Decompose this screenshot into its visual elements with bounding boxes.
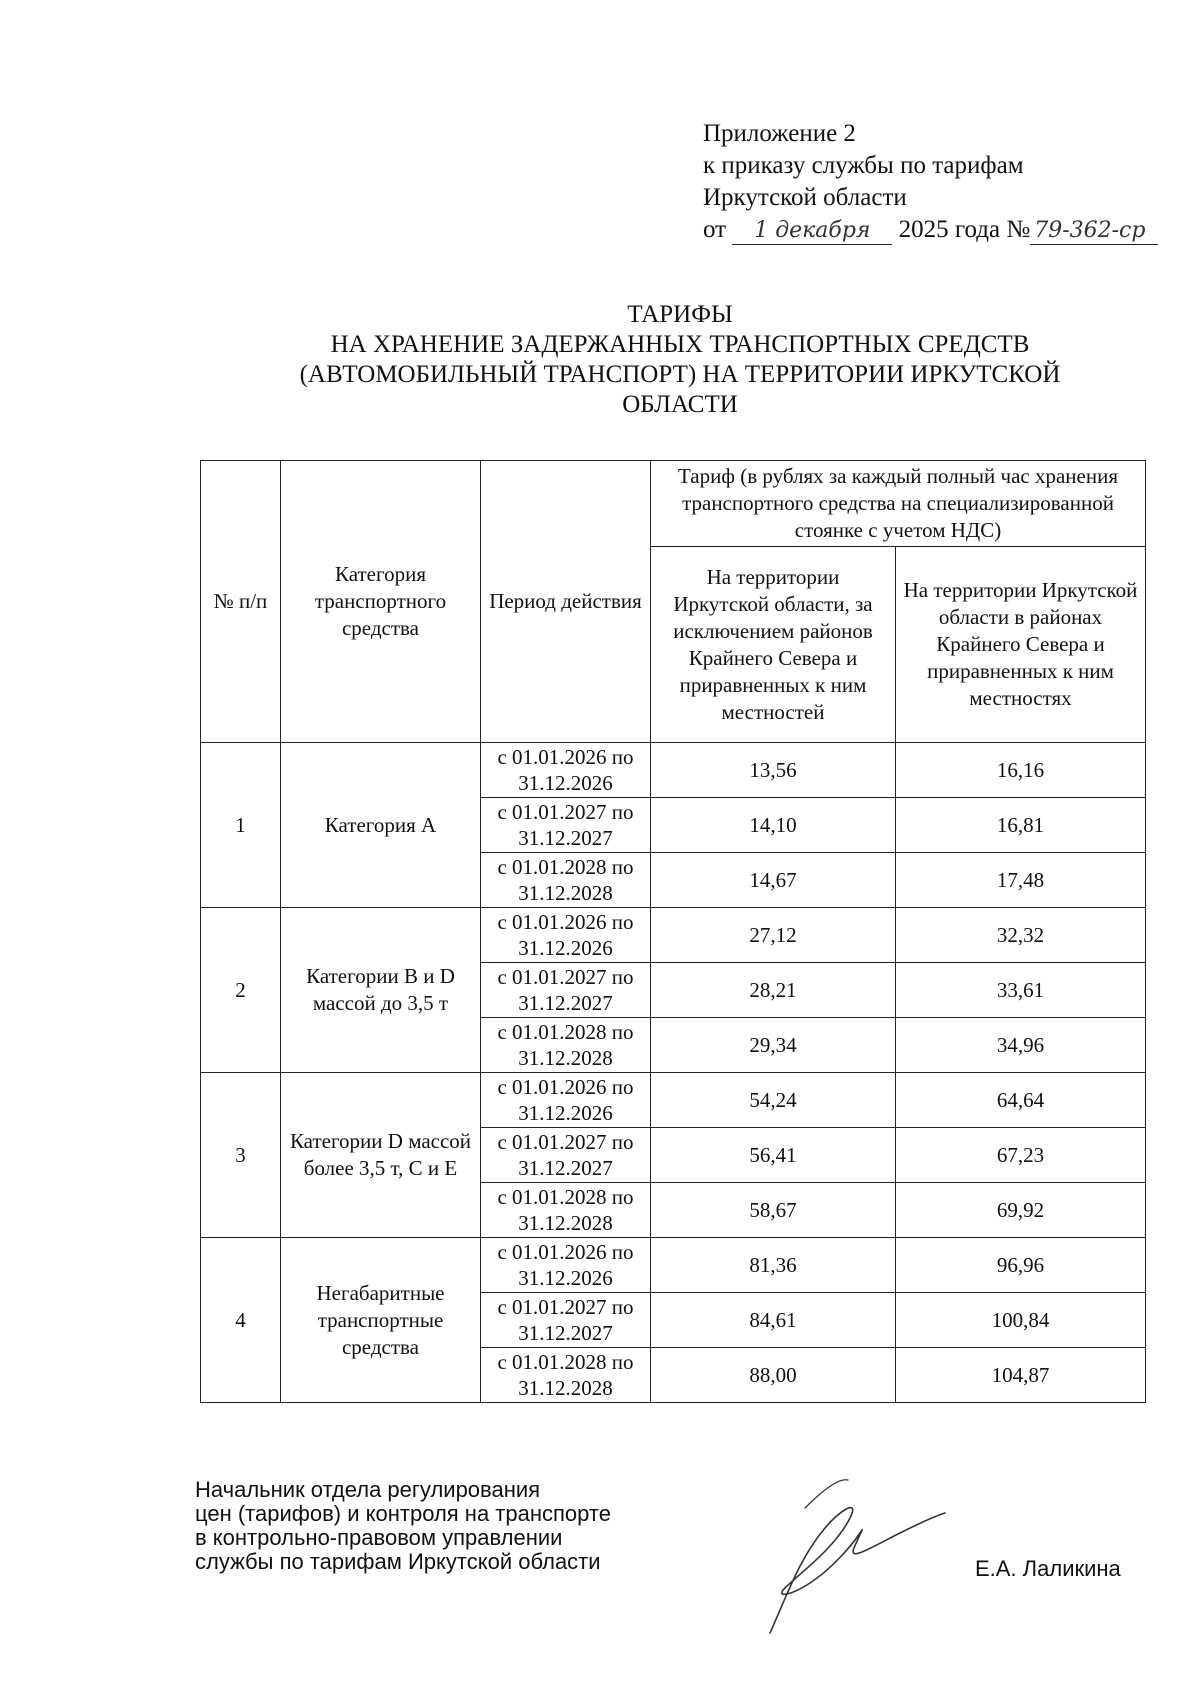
tariff-main-territory: 29,34 <box>651 1018 896 1073</box>
tariffs-table <box>200 460 1146 1403</box>
annex-line-1: Приложение 2 <box>703 120 856 147</box>
table-row <box>201 743 1146 798</box>
header-region-north: На территории Иркутской области в районах Крайнего Севера и приравненных к ним местностях <box>896 547 1146 743</box>
handwritten-signature <box>730 1478 950 1638</box>
table-row <box>201 908 1146 963</box>
footer-line-3: в контрольно-правовом управлении <box>195 1525 563 1550</box>
title-line-3: (АВТОМОБИЛЬНЫЙ ТРАНСПОРТ) НА ТЕРРИТОРИИ ИРКУТСКОЙ <box>299 361 1061 388</box>
row-number: 2 <box>201 908 281 1073</box>
footer-line-4: службы по тарифам Иркутской области <box>195 1549 601 1574</box>
tariff-main-territory: 81,36 <box>651 1238 896 1293</box>
header-period: Период действия <box>481 461 651 743</box>
footer-line-1: Начальник отдела регулирования <box>195 1477 541 1502</box>
footer-line-2: цен (тарифов) и контроля на транспорте <box>195 1501 611 1526</box>
tariff-main-territory: 88,00 <box>651 1348 896 1403</box>
tariff-far-north: 32,32 <box>896 908 1146 963</box>
tariff-far-north: 96,96 <box>896 1238 1146 1293</box>
date-prefix: от <box>703 216 727 243</box>
tariff-main-territory: 54,24 <box>651 1073 896 1128</box>
vehicle-category: Категории B и D массой до 3,5 т <box>281 908 481 1073</box>
tariff-main-territory: 28,21 <box>651 963 896 1018</box>
title-line-1: ТАРИФЫ <box>627 301 733 328</box>
validity-period: с 01.01.2028 по 31.12.2028 <box>481 1018 651 1073</box>
tariff-far-north: 104,87 <box>896 1348 1146 1403</box>
tariff-main-territory: 56,41 <box>651 1128 896 1183</box>
tariff-main-territory: 13,56 <box>651 743 896 798</box>
validity-period: с 01.01.2026 по 31.12.2026 <box>481 908 651 963</box>
table-body <box>201 743 1146 1403</box>
table-row <box>201 1238 1146 1293</box>
handwritten-order-number: 79-362-ср <box>1030 218 1158 245</box>
handwritten-date: 1 декабря <box>732 218 892 245</box>
header-num: № п/п <box>201 461 281 743</box>
validity-period: с 01.01.2028 по 31.12.2028 <box>481 1183 651 1238</box>
validity-period: с 01.01.2028 по 31.12.2028 <box>481 1348 651 1403</box>
tariff-main-territory: 58,67 <box>651 1183 896 1238</box>
row-number: 3 <box>201 1073 281 1238</box>
header-tariff: Тариф (в рублях за каждый полный час хранения транспортного средства на специализированной стоянке с учетом НДС) <box>651 461 1146 547</box>
signatory-position <box>195 1478 611 1574</box>
document-title <box>220 300 1140 420</box>
annex-date-line <box>703 214 1158 246</box>
tariff-far-north: 16,16 <box>896 743 1146 798</box>
tariff-far-north: 69,92 <box>896 1183 1146 1238</box>
tariff-far-north: 33,61 <box>896 963 1146 1018</box>
tariff-main-territory: 84,61 <box>651 1293 896 1348</box>
table-row <box>201 1073 1146 1128</box>
tariff-main-territory: 14,10 <box>651 798 896 853</box>
annex-line-2: к приказу службы по тарифам <box>703 152 1024 179</box>
title-line-4: ОБЛАСТИ <box>622 391 738 418</box>
header-category: Категория транспортного средства <box>281 461 481 743</box>
validity-period: с 01.01.2027 по 31.12.2027 <box>481 963 651 1018</box>
validity-period: с 01.01.2026 по 31.12.2026 <box>481 1238 651 1293</box>
tariff-far-north: 100,84 <box>896 1293 1146 1348</box>
validity-period: с 01.01.2027 по 31.12.2027 <box>481 798 651 853</box>
vehicle-category: Категории D массой более 3,5 т, C и E <box>281 1073 481 1238</box>
year-text: 2025 года № <box>898 216 1031 243</box>
validity-period: с 01.01.2028 по 31.12.2028 <box>481 853 651 908</box>
tariff-main-territory: 27,12 <box>651 908 896 963</box>
row-number: 4 <box>201 1238 281 1403</box>
annex-line-3: Иркутской области <box>703 184 907 211</box>
validity-period: с 01.01.2027 по 31.12.2027 <box>481 1293 651 1348</box>
row-number: 1 <box>201 743 281 908</box>
tariff-far-north: 64,64 <box>896 1073 1146 1128</box>
vehicle-category: Негабаритные транспортные средства <box>281 1238 481 1403</box>
tariff-far-north: 16,81 <box>896 798 1146 853</box>
validity-period: с 01.01.2026 по 31.12.2026 <box>481 1073 651 1128</box>
annex-reference <box>703 118 1158 246</box>
signer-name: Е.А. Лаликина <box>975 1556 1121 1581</box>
tariff-far-north: 67,23 <box>896 1128 1146 1183</box>
validity-period: с 01.01.2027 по 31.12.2027 <box>481 1128 651 1183</box>
vehicle-category: Категория А <box>281 743 481 908</box>
tariff-main-territory: 14,67 <box>651 853 896 908</box>
tariff-far-north: 17,48 <box>896 853 1146 908</box>
title-line-2: НА ХРАНЕНИЕ ЗАДЕРЖАННЫХ ТРАНСПОРТНЫХ СРЕДСТВ <box>330 331 1030 358</box>
header-region-main: На территории Иркутской области, за исключением районов Крайнего Севера и приравненных к ним местностей <box>651 547 896 743</box>
validity-period: с 01.01.2026 по 31.12.2026 <box>481 743 651 798</box>
tariff-far-north: 34,96 <box>896 1018 1146 1073</box>
